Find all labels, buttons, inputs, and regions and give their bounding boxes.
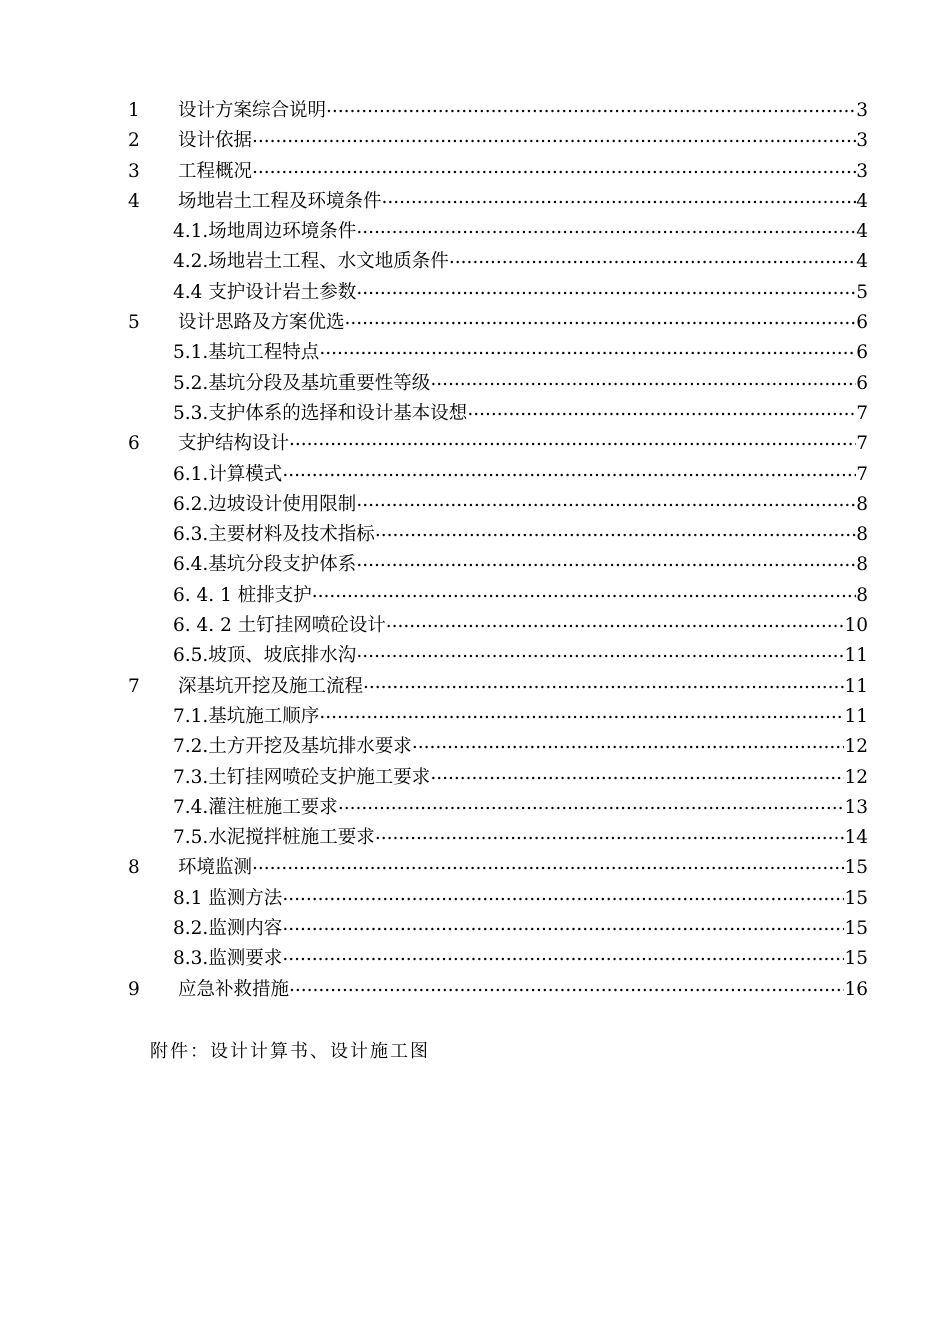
toc-entry-page-number: 6: [856, 312, 868, 334]
toc-entry-page-number: 15: [844, 948, 868, 970]
attachment-note: 附件：设计计算书、设计施工图: [150, 1041, 430, 1062]
toc-dot-leader: [312, 577, 857, 607]
toc-dot-leader: [252, 849, 844, 879]
toc-dot-leader: [338, 789, 845, 819]
toc-entry-page-number: 11: [844, 645, 868, 667]
toc-entry-page-number: 3: [856, 160, 868, 182]
table-of-contents: [128, 96, 868, 1005]
toc-entry-page-number: 6: [856, 342, 868, 364]
toc-entry-title: 5.1.基坑工程特点: [173, 342, 320, 364]
toc-entry-title: 设计依据: [178, 130, 253, 152]
toc-entry-title: 工程概况: [178, 160, 253, 182]
toc-entry-number: 2: [128, 130, 140, 152]
toc-entry-title: 4.2.场地岩土工程、水文地质条件: [173, 251, 449, 273]
toc-dot-leader: [375, 516, 856, 546]
toc-entry-title: 4.4 支护设计岩土参数: [173, 281, 357, 303]
toc-entry-number: 1: [128, 100, 140, 121]
toc-dot-leader: [356, 546, 856, 576]
toc-entry-title: 7.1.基坑施工顺序: [173, 705, 320, 727]
toc-entry-title: 8.2.监测内容: [173, 918, 283, 940]
toc-dot-leader: [282, 880, 844, 910]
toc-dot-leader: [319, 698, 844, 728]
toc-entry-page-number: 8: [856, 584, 868, 606]
toc-entry-page-number: 13: [844, 796, 868, 818]
toc-entry-title: 6. 4. 2 土钉挂网喷砼设计: [173, 615, 386, 637]
toc-dot-leader: [252, 122, 856, 152]
toc-entry-page-number: 10: [844, 615, 868, 637]
toc-entry-page-number: 4: [856, 190, 868, 212]
toc-entry-page-number: 8: [856, 524, 868, 546]
toc-dot-leader: [345, 304, 857, 334]
toc-entry-page-number: 7: [856, 463, 868, 485]
toc-entry[interactable]: [128, 975, 868, 1005]
toc-entry-page-number: 5: [856, 281, 868, 303]
toc-entry-title: 6.5.坡顶、坡底排水沟: [173, 645, 357, 667]
toc-entry-title: 6.1.计算模式: [173, 463, 283, 485]
toc-dot-leader: [282, 456, 856, 486]
toc-entry-title: 支护结构设计: [178, 433, 290, 455]
toc-dot-leader: [382, 183, 857, 213]
toc-dot-leader: [467, 395, 856, 425]
toc-entry-page-number: 15: [844, 857, 868, 879]
toc-entry-title: 6.2.边坡设计使用限制: [173, 493, 357, 515]
toc-entry-page-number: 4: [856, 221, 868, 243]
toc-entry-page-number: 16: [844, 978, 868, 1000]
toc-dot-leader: [375, 819, 845, 849]
toc-entry-page-number: 7: [856, 402, 868, 424]
toc-entry-title: 环境监测: [178, 857, 253, 879]
toc-dot-leader: [449, 243, 856, 273]
toc-entry-number: 6: [128, 433, 140, 455]
toc-entry-title: 6.4.基坑分段支护体系: [173, 554, 357, 576]
toc-entry-title: 4.1.场地周边环境条件: [173, 221, 357, 243]
toc-dot-leader: [289, 425, 856, 455]
toc-entry-number: 8: [128, 857, 140, 879]
toc-entry-title: 8.1 监测方法: [173, 887, 283, 909]
toc-entry-title: 5.2.基坑分段及基坑重要性等级: [173, 372, 431, 394]
toc-entry-title: 6.3.主要材料及技术指标: [173, 524, 375, 546]
toc-dot-leader: [356, 274, 856, 304]
toc-dot-leader: [326, 92, 856, 122]
toc-entry-title: 深基坑开挖及施工流程: [178, 675, 364, 697]
toc-entry-page-number: 6: [856, 372, 868, 394]
toc-dot-leader: [363, 668, 844, 698]
toc-entry-page-number: 15: [844, 918, 868, 940]
toc-entry-page-number: 8: [856, 554, 868, 576]
toc-entry-page-number: 14: [844, 827, 868, 849]
toc-entry-title: 应急补救措施: [178, 978, 290, 1000]
toc-dot-leader: [289, 971, 844, 1001]
toc-entry-page-number: 15: [844, 887, 868, 909]
toc-entry-page-number: 7: [856, 433, 868, 455]
toc-entry-page-number: 3: [856, 100, 868, 121]
toc-entry-number: 5: [128, 312, 140, 334]
toc-entry-number: 3: [128, 160, 140, 182]
toc-dot-leader: [282, 910, 844, 940]
toc-entry-number: 7: [128, 675, 140, 697]
toc-entry-title: 8.3.监测要求: [173, 948, 283, 970]
toc-entry-page-number: 4: [856, 251, 868, 273]
toc-entry-number: 9: [128, 978, 140, 1000]
toc-entry-title: 设计思路及方案优选: [178, 312, 345, 334]
toc-dot-leader: [412, 728, 845, 758]
toc-entry-page-number: 11: [844, 705, 868, 727]
toc-entry-page-number: 11: [844, 675, 868, 697]
toc-dot-leader: [430, 365, 856, 395]
toc-entry-number: 4: [128, 190, 140, 212]
toc-dot-leader: [356, 637, 844, 667]
toc-entry-title: 7.4.灌注桩施工要求: [173, 796, 338, 818]
toc-dot-leader: [356, 213, 856, 243]
toc-entry-page-number: 12: [844, 766, 868, 788]
toc-entry-page-number: 12: [844, 736, 868, 758]
toc-dot-leader: [386, 607, 845, 637]
toc-entry-title: 设计方案综合说明: [178, 100, 327, 121]
toc-entry-page-number: 8: [856, 493, 868, 515]
toc-entry-page-number: 3: [856, 130, 868, 152]
toc-entry-title: 场地岩土工程及环境条件: [178, 190, 382, 212]
toc-dot-leader: [252, 153, 856, 183]
toc-dot-leader: [430, 759, 844, 789]
toc-dot-leader: [356, 486, 856, 516]
toc-entry-title: 6. 4. 1 桩排支护: [173, 584, 312, 606]
toc-entry-title: 5.3.支护体系的选择和设计基本设想: [173, 402, 468, 424]
toc-dot-leader: [282, 940, 844, 970]
toc-dot-leader: [319, 334, 856, 364]
toc-entry-title: 7.2.土方开挖及基坑排水要求: [173, 736, 412, 758]
toc-entry-title: 7.5.水泥搅拌桩施工要求: [173, 827, 375, 849]
toc-entry-title: 7.3.土钉挂网喷砼支护施工要求: [173, 766, 431, 788]
